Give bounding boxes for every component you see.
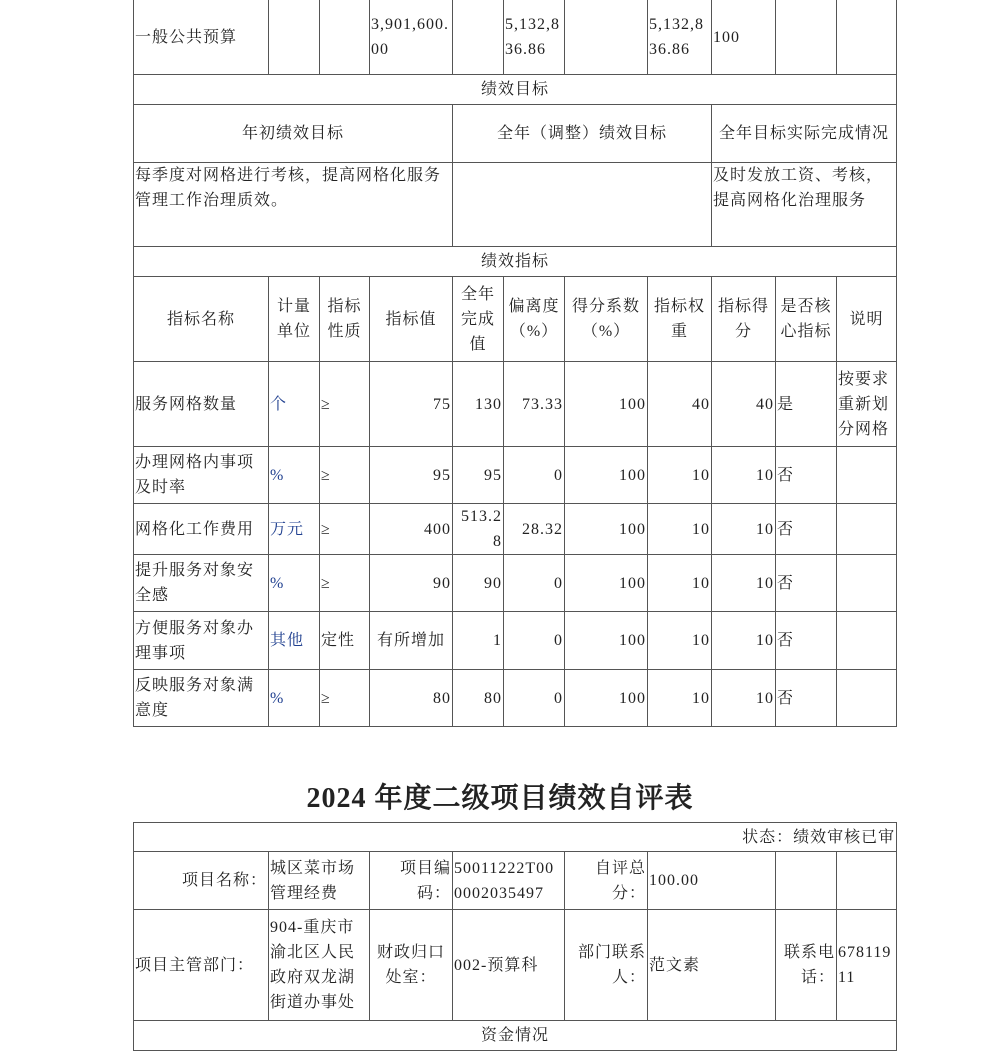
- indicator-header: 偏离度（%）: [504, 277, 565, 362]
- indicator-cell: 100: [565, 362, 648, 447]
- indicator-cell: 方便服务对象办理事项: [134, 612, 269, 670]
- phone-label: 联系电话：: [776, 910, 837, 1021]
- adjusted-goal: [453, 163, 712, 247]
- project-name-label: 项目名称：: [134, 852, 269, 910]
- indicator-cell: ≥: [320, 362, 370, 447]
- office: 002-预算科: [453, 910, 565, 1021]
- actual-goal: 及时发放工资、考核，提高网格化治理服务: [712, 163, 897, 247]
- indicator-cell: 网格化工作费用: [134, 504, 269, 555]
- cell: [565, 0, 648, 75]
- indicator-cell: 10: [648, 555, 712, 612]
- contact: 范文素: [648, 910, 776, 1021]
- funding-row: [134, 0, 897, 75]
- indicator-cell: [837, 504, 897, 555]
- indicator-header: 指标权重: [648, 277, 712, 362]
- indicator-cell: 否: [776, 447, 837, 504]
- adjusted-goal-header: 全年（调整）绩效目标: [453, 105, 712, 163]
- indicator-cell: %: [269, 447, 320, 504]
- indicator-cell: 10: [712, 447, 776, 504]
- initial-amount: 3,901,600.00: [370, 0, 453, 75]
- indicator-header: 全年完成值: [453, 277, 504, 362]
- indicator-cell: 10: [648, 612, 712, 670]
- indicator-cell: [837, 670, 897, 727]
- funding-label: 一般公共预算: [134, 0, 269, 75]
- indicator-cell: 10: [712, 504, 776, 555]
- project-code-label: 项目编码：: [370, 852, 453, 910]
- self-score: 100.00: [648, 852, 776, 910]
- indicator-cell: 90: [453, 555, 504, 612]
- indicator-row: [134, 670, 897, 727]
- actual-goal-header: 全年目标实际完成情况: [712, 105, 897, 163]
- indicator-cell: 400: [370, 504, 453, 555]
- indicator-cell: [837, 612, 897, 670]
- indicator-cell: 73.33: [504, 362, 565, 447]
- indicator-cell: 100: [565, 504, 648, 555]
- indicators-section-header: 绩效指标: [134, 247, 897, 277]
- indicator-cell: 75: [370, 362, 453, 447]
- score-label: 自评总分：: [565, 852, 648, 910]
- cell: [776, 0, 837, 75]
- adjusted-amount: 5,132,836.86: [504, 0, 565, 75]
- indicator-cell: 40: [648, 362, 712, 447]
- indicator-cell: [837, 447, 897, 504]
- indicator-cell: 10: [648, 670, 712, 727]
- page-title: 2024 年度二级项目绩效自评表: [306, 783, 694, 814]
- indicator-cell: 28.32: [504, 504, 565, 555]
- indicator-cell: 100: [565, 670, 648, 727]
- executed-amount: 5,132,836.86: [648, 0, 712, 75]
- indicator-cell: 按要求重新划分网格: [837, 362, 897, 447]
- indicator-cell: ≥: [320, 555, 370, 612]
- indicator-header-row: [134, 277, 897, 362]
- indicator-cell: 有所增加: [370, 612, 453, 670]
- indicator-cell: 0: [504, 670, 565, 727]
- indicator-cell: ≥: [320, 504, 370, 555]
- indicator-row: [134, 447, 897, 504]
- indicator-cell: 513.28: [453, 504, 504, 555]
- indicator-header: 指标得分: [712, 277, 776, 362]
- contact-label: 部门联系人：: [565, 910, 648, 1021]
- indicator-header: 计量单位: [269, 277, 320, 362]
- indicator-cell: 万元: [269, 504, 320, 555]
- cell: [776, 852, 837, 910]
- dept: 904-重庆市渝北区人民政府双龙湖街道办事处: [269, 910, 370, 1021]
- indicator-cell: 10: [712, 612, 776, 670]
- indicator-header: 说明: [837, 277, 897, 362]
- indicator-header: 指标性质: [320, 277, 370, 362]
- indicator-cell: 95: [370, 447, 453, 504]
- dept-label: 项目主管部门：: [134, 910, 269, 1021]
- indicator-header: 指标值: [370, 277, 453, 362]
- indicator-row: [134, 612, 897, 670]
- indicator-cell: 10: [712, 670, 776, 727]
- indicator-cell: 个: [269, 362, 320, 447]
- indicator-cell: 0: [504, 447, 565, 504]
- indicator-row: [134, 504, 897, 555]
- indicator-cell: 100: [565, 612, 648, 670]
- indicator-cell: 定性: [320, 612, 370, 670]
- indicator-cell: 90: [370, 555, 453, 612]
- indicator-cell: 130: [453, 362, 504, 447]
- indicator-cell: 服务网格数量: [134, 362, 269, 447]
- indicator-cell: 否: [776, 612, 837, 670]
- initial-goal: 每季度对网格进行考核，提高网格化服务管理工作治理质效。: [134, 163, 453, 247]
- indicator-row: [134, 362, 897, 447]
- funding-section-header: 资金情况: [134, 1021, 897, 1051]
- indicator-header: 指标名称: [134, 277, 269, 362]
- status-label: 状态：绩效审核已审: [134, 823, 897, 852]
- indicator-header: 是否核心指标: [776, 277, 837, 362]
- indicator-cell: 提升服务对象安全感: [134, 555, 269, 612]
- cell: [269, 0, 320, 75]
- indicator-cell: 40: [712, 362, 776, 447]
- indicator-cell: 办理网格内事项及时率: [134, 447, 269, 504]
- project-name: 城区菜市场管理经费: [269, 852, 370, 910]
- indicator-cell: 100: [565, 555, 648, 612]
- indicator-cell: 10: [648, 447, 712, 504]
- initial-goal-header: 年初绩效目标: [134, 105, 453, 163]
- project-code: 50011222T000002035497: [453, 852, 565, 910]
- cell: [837, 852, 897, 910]
- indicator-cell: [837, 555, 897, 612]
- indicator-cell: %: [269, 670, 320, 727]
- goals-section-header: 绩效目标: [134, 75, 897, 105]
- phone: 67811911: [837, 910, 897, 1021]
- cell: [320, 0, 370, 75]
- indicator-row: [134, 555, 897, 612]
- indicator-cell: 80: [453, 670, 504, 727]
- indicator-cell: 反映服务对象满意度: [134, 670, 269, 727]
- indicator-cell: 其他: [269, 612, 320, 670]
- indicator-cell: 否: [776, 504, 837, 555]
- indicator-header: 得分系数（%）: [565, 277, 648, 362]
- execution-rate: 100: [712, 0, 776, 75]
- indicator-cell: ≥: [320, 447, 370, 504]
- indicator-cell: 0: [504, 612, 565, 670]
- indicator-cell: %: [269, 555, 320, 612]
- cell: [453, 0, 504, 75]
- indicator-cell: ≥: [320, 670, 370, 727]
- indicator-cell: 80: [370, 670, 453, 727]
- indicator-cell: 1: [453, 612, 504, 670]
- indicator-cell: 10: [648, 504, 712, 555]
- indicator-cell: 100: [565, 447, 648, 504]
- project-info-table: [133, 822, 897, 1051]
- indicator-cell: 10: [712, 555, 776, 612]
- indicator-cell: 是: [776, 362, 837, 447]
- cell: [837, 0, 897, 75]
- indicator-cell: 0: [504, 555, 565, 612]
- indicator-cell: 否: [776, 555, 837, 612]
- indicator-cell: 否: [776, 670, 837, 727]
- office-label: 财政归口处室：: [370, 910, 453, 1021]
- indicator-cell: 95: [453, 447, 504, 504]
- performance-table: [133, 0, 897, 727]
